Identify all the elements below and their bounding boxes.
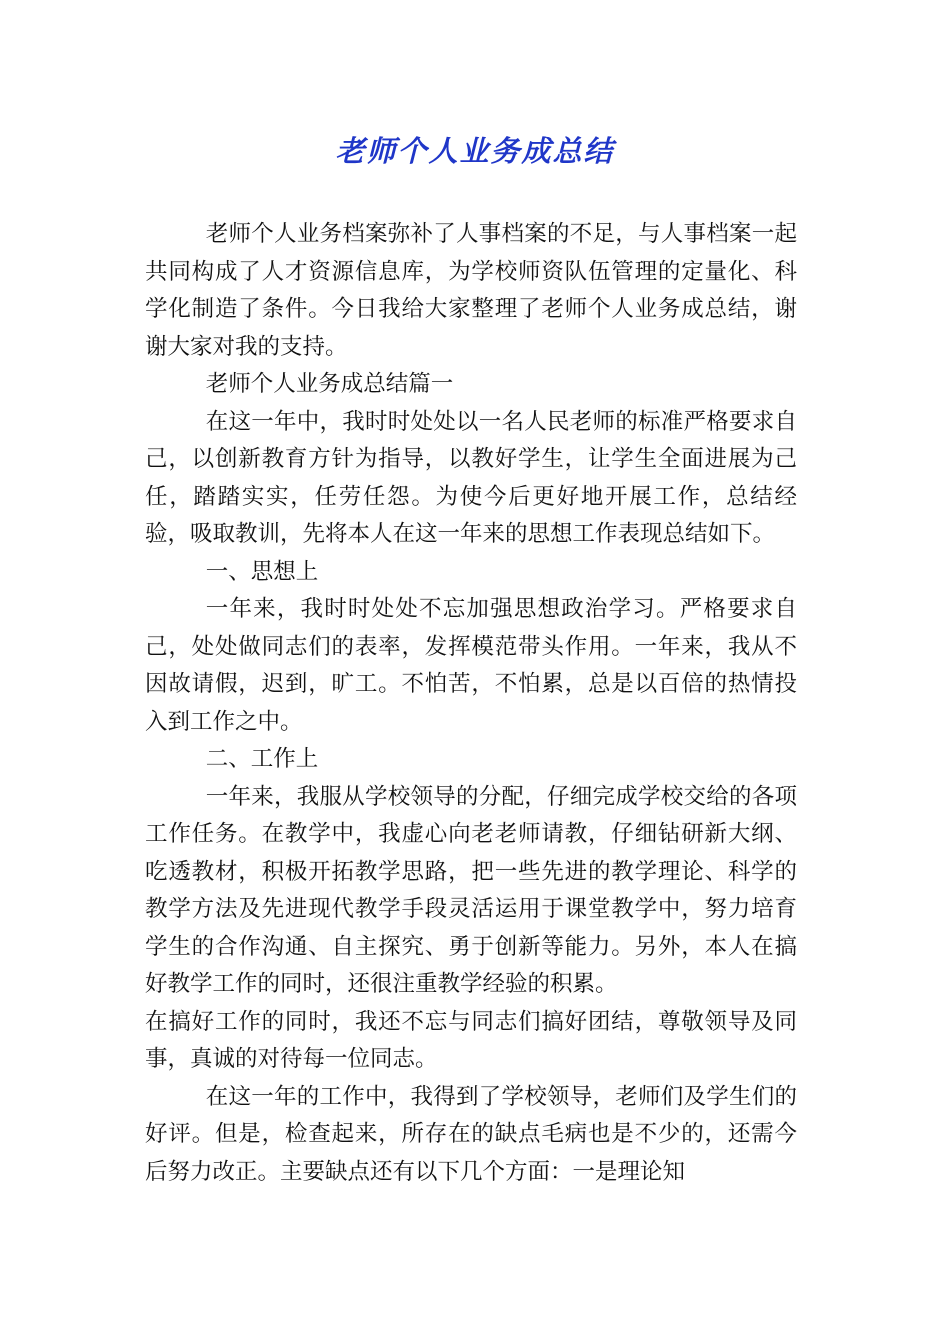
section-heading-part-one: 老师个人业务成总结篇一: [205, 371, 454, 397]
paragraph-work: 一年来，我服从学校领导的分配，仔细完成学校交给的各项工作任务。在教学中，我虚心向老老师请教，仔细钻研新大纲、吃透教材，积极开拓教学思路，把一些先进的教学理论、科学的教学方法及先进现代教学手段灵活运用于课堂教学中，努力培育学生的合作沟通、自主探究、勇于创新等能力。另外，本人在搞好教学工作的同时，还很注重教学经验的积累。: [145, 783, 797, 997]
document-body: [145, 216, 797, 1191]
section-heading-work: 二、工作上: [205, 746, 319, 772]
section-heading-thought: 一、思想上: [205, 558, 319, 585]
document-title: 老师个人业务成总结: [335, 134, 615, 168]
paragraph-intro: 老师个人业务档案弥补了人事档案的不足，与人事档案一起共同构成了人才资源信息库，为学校师资队伍管理的定量化、科学化制造了条件。今日我给大家整理了老师个人业务成总结，谢谢大家对我的支持。: [145, 221, 797, 360]
paragraph-shortcomings: 在这一年的工作中，我得到了学校领导，老师们及学生们的好评。但是，检查起来，所存在的缺点毛病也是不少的，还需今后努力改正。主要缺点还有以下几个方面：一是理论知: [145, 1083, 797, 1185]
paragraph-unity: 在搞好工作的同时，我还不忘与同志们搞好团结，尊敬领导及同事，真诚的对待每一位同志。: [145, 1008, 797, 1072]
paragraph-overview: 在这一年中，我时时处处以一名人民老师的标准严格要求自己，以创新教育方针为指导，以教好学生，让学生全面进展为己任，踏踏实实，任劳任怨。为使今后更好地开展工作，总结经验，吸取教训，先将本人在这一年来的思想工作表现总结如下。: [145, 408, 797, 547]
paragraph-thought: 一年来，我时时处处不忘加强思想政治学习。严格要求自己，处处做同志们的表率，发挥模范带头作用。一年来，我从不因故请假，迟到，旷工。不怕苦，不怕累，总是以百倍的热情投入到工作之中。: [145, 596, 797, 735]
